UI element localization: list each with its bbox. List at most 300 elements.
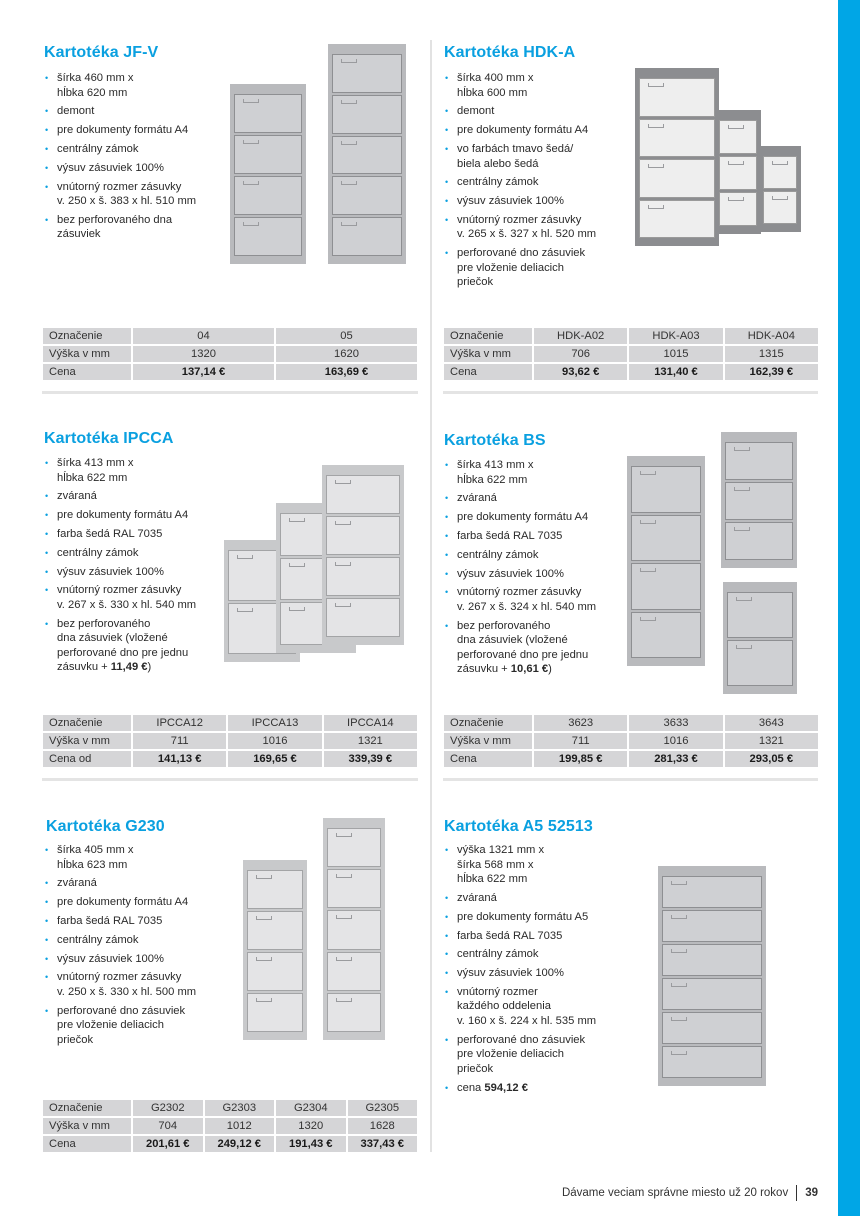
cell-height: 1628	[348, 1118, 418, 1134]
feature-item	[44, 914, 234, 929]
feature-item	[44, 876, 234, 891]
cell-height: 1015	[629, 346, 722, 362]
feature-item	[444, 510, 634, 525]
feature-item	[44, 843, 234, 872]
bullet-icon: •	[445, 214, 449, 225]
feature-item	[444, 246, 634, 290]
feature-price: 594,12 €	[484, 1081, 528, 1094]
column-divider	[430, 40, 432, 1152]
feature-item	[44, 617, 234, 675]
drawer	[725, 482, 793, 520]
feature-text: šírka 460 mm x hĺbka 620 mm	[57, 72, 134, 99]
feature-item	[444, 929, 634, 944]
bullet-icon: •	[445, 106, 449, 117]
feature-item	[444, 966, 634, 981]
row-price	[43, 1136, 417, 1152]
feature-item	[444, 548, 634, 563]
cabinet-3-drawer	[715, 110, 761, 234]
drawer	[631, 612, 701, 659]
bullet-icon: •	[45, 181, 49, 192]
drawer	[247, 993, 303, 1032]
row-divider	[42, 391, 418, 394]
bullet-icon: •	[445, 73, 449, 83]
feature-text: vnútorný rozmer každého oddelenia v. 160 x š. 224 x hl. 535 mm	[457, 985, 597, 1028]
feature-text: perforované dno zásuviek pre vloženie deliacich priečok	[457, 247, 586, 289]
drawer	[631, 466, 701, 513]
feature-list	[444, 71, 634, 294]
feature-list	[444, 843, 634, 1100]
cell-height: 1321	[725, 733, 818, 749]
product-image	[224, 465, 409, 665]
drawer	[327, 910, 381, 949]
row-label: Cena	[43, 364, 131, 380]
feature-item	[44, 71, 234, 100]
cell-price: 339,39 €	[324, 751, 417, 767]
feature-text: farba šedá RAL 7035	[57, 527, 163, 540]
row-label: Výška v mm	[43, 1118, 131, 1134]
row-designation	[444, 715, 818, 731]
feature-text: šírka 413 mm x hĺbka 622 mm	[457, 459, 534, 486]
drawer	[719, 156, 757, 190]
bullet-icon: •	[45, 528, 49, 539]
cell-height: 1321	[324, 733, 417, 749]
product-image	[625, 430, 805, 698]
row-price	[444, 751, 818, 767]
cabinet-3-drawer	[721, 432, 797, 568]
cabinet-4-drawer	[627, 456, 705, 666]
cabinet-2-drawer	[759, 146, 801, 232]
row-price	[444, 364, 818, 380]
drawer	[234, 217, 302, 256]
bullet-icon: •	[445, 493, 449, 504]
row-designation	[43, 715, 417, 731]
drawer	[719, 120, 757, 154]
cabinet-4-drawer	[243, 860, 307, 1040]
drawer	[725, 522, 793, 560]
row-label: Výška v mm	[444, 346, 532, 362]
row-label: Cena	[444, 751, 532, 767]
row-label: Označenie	[43, 1100, 131, 1116]
cell-code: 04	[133, 328, 274, 344]
bullet-icon: •	[445, 986, 449, 997]
feature-item	[444, 1081, 634, 1096]
bullet-icon: •	[45, 510, 49, 521]
spec-table	[41, 326, 419, 382]
feature-text: výsuv zásuviek 100%	[57, 952, 164, 965]
feature-item	[444, 910, 634, 925]
product-title: Kartotéka HDK-A	[444, 44, 576, 61]
row-label: Cena	[444, 364, 532, 380]
cell-height: 1012	[205, 1118, 275, 1134]
product-image	[635, 68, 805, 248]
bullet-icon: •	[45, 547, 49, 558]
drawer	[639, 200, 715, 239]
drawer	[247, 870, 303, 909]
drawer	[662, 1046, 762, 1078]
feature-text: výsuv zásuviek 100%	[457, 967, 564, 980]
feature-item	[44, 933, 234, 948]
cell-price: 293,05 €	[725, 751, 818, 767]
feature-text: vnútorný rozmer zásuvky v. 265 x š. 327 x hl. 520 mm	[457, 213, 597, 241]
feature-item	[444, 142, 634, 171]
bullet-icon: •	[445, 248, 449, 259]
feature-item	[44, 1004, 234, 1048]
cell-code: G2304	[276, 1100, 346, 1116]
feature-text: demont	[57, 105, 95, 118]
bullet-icon: •	[45, 953, 49, 964]
row-height	[43, 346, 417, 362]
drawer	[639, 159, 715, 198]
cell-code: 3633	[629, 715, 722, 731]
page-number: 39	[805, 1187, 818, 1199]
drawer	[662, 910, 762, 942]
bullet-icon: •	[45, 491, 49, 502]
feature-list	[44, 456, 234, 679]
drawer	[234, 135, 302, 174]
feature-item	[44, 456, 234, 485]
bullet-icon: •	[445, 1034, 449, 1045]
cell-height: 711	[133, 733, 226, 749]
feature-text: výsuv zásuviek 100%	[57, 565, 164, 578]
feature-text: demont	[457, 105, 495, 118]
cell-height: 1320	[276, 1118, 346, 1134]
cabinet-2-drawer	[723, 582, 797, 694]
feature-item	[44, 527, 234, 542]
feature-item	[44, 565, 234, 580]
feature-text: vo farbách tmavo šedá/ biela alebo šedá	[457, 142, 574, 170]
cell-price: 281,33 €	[629, 751, 722, 767]
feature-text: centrálny zámok	[457, 948, 539, 961]
product-title: Kartotéka BS	[444, 432, 546, 449]
feature-item	[444, 619, 634, 677]
feature-text: pre dokumenty formátu A4	[57, 896, 189, 909]
feature-list	[444, 458, 634, 681]
bullet-icon: •	[45, 915, 49, 926]
feature-item	[444, 194, 634, 209]
feature-text: centrálny zámok	[57, 142, 139, 155]
row-price	[43, 364, 417, 380]
bullet-icon: •	[45, 878, 49, 889]
footer-separator	[796, 1185, 797, 1201]
cell-code: 3623	[534, 715, 627, 731]
feature-text: vnútorný rozmer zásuvky v. 250 x š. 383 x hl. 510 mm	[57, 180, 197, 208]
drawer	[327, 952, 381, 991]
bullet-icon: •	[445, 177, 449, 188]
feature-text: vnútorný rozmer zásuvky v. 267 x š. 330 x hl. 540 mm	[57, 584, 197, 611]
feature-item	[44, 895, 234, 910]
bullet-icon: •	[445, 949, 449, 960]
cell-price: 137,14 €	[133, 364, 274, 380]
cell-code: 3643	[725, 715, 818, 731]
feature-price: 10,61 €	[510, 663, 549, 676]
cell-code: HDK-A02	[534, 328, 627, 344]
cell-code: IPCCA12	[133, 715, 226, 731]
bullet-icon: •	[445, 845, 449, 855]
cell-price: 201,61 €	[133, 1136, 203, 1152]
bullet-icon: •	[45, 458, 49, 468]
feature-item	[444, 175, 634, 190]
side-accent-bar	[838, 0, 860, 1216]
feature-text: bez perforovaného dna zásuviek (vložené perforované dno pre jednu zásuvku +	[457, 619, 589, 676]
feature-text: šírka 413 mm x hĺbka 622 mm	[57, 457, 134, 484]
feature-item	[44, 970, 234, 999]
row-label: Označenie	[43, 715, 131, 731]
bullet-icon: •	[45, 585, 49, 596]
feature-text-suffix: )	[147, 661, 152, 674]
drawer	[327, 993, 381, 1032]
cell-code: HDK-A04	[725, 328, 818, 344]
cell-height: 706	[534, 346, 627, 362]
feature-item	[44, 952, 234, 967]
bullet-icon: •	[445, 587, 449, 598]
cabinet-5-drawer	[328, 44, 406, 264]
feature-text: šírka 400 mm x hĺbka 600 mm	[457, 72, 534, 99]
product-title: Kartotéka IPCCA	[44, 430, 174, 447]
feature-item	[44, 161, 234, 176]
bullet-icon: •	[445, 125, 449, 136]
drawer	[326, 475, 400, 514]
cell-code: G2305	[348, 1100, 418, 1116]
spec-table	[41, 1098, 419, 1154]
feature-item	[444, 213, 634, 242]
feature-text: výsuv zásuviek 100%	[457, 567, 564, 580]
feature-item	[44, 123, 234, 138]
bullet-icon: •	[445, 568, 449, 579]
cell-code: IPCCA13	[228, 715, 321, 731]
cabinet-4-drawer	[635, 68, 719, 246]
feature-price: 11,49 €	[110, 661, 148, 674]
drawer	[631, 515, 701, 562]
feature-text: pre dokumenty formátu A4	[457, 124, 589, 137]
feature-item	[444, 123, 634, 138]
row-height	[444, 733, 818, 749]
bullet-icon: •	[445, 512, 449, 523]
row-height	[444, 346, 818, 362]
bullet-icon: •	[445, 1082, 449, 1093]
bullet-icon: •	[445, 892, 449, 903]
feature-item	[444, 458, 634, 487]
product-image	[658, 866, 768, 1088]
feature-text: vnútorný rozmer zásuvky v. 267 x š. 324 x hl. 540 mm	[457, 586, 597, 613]
row-label: Cena od	[43, 751, 131, 767]
feature-list	[44, 843, 234, 1052]
feature-text: pre dokumenty formátu A4	[57, 124, 189, 137]
bullet-icon: •	[45, 214, 49, 225]
bullet-icon: •	[45, 618, 49, 629]
bullet-icon: •	[45, 566, 49, 577]
feature-text: centrálny zámok	[57, 933, 139, 946]
bullet-icon: •	[45, 897, 49, 908]
row-price	[43, 751, 417, 767]
feature-text: vnútorný rozmer zásuvky v. 250 x š. 330 x hl. 500 mm	[57, 971, 197, 998]
drawer	[332, 217, 402, 256]
cell-price: 163,69 €	[276, 364, 417, 380]
cell-price: 337,43 €	[348, 1136, 418, 1152]
feature-text-suffix: )	[548, 663, 552, 676]
drawer	[332, 176, 402, 215]
feature-text: šírka 405 mm x hĺbka 623 mm	[57, 844, 134, 871]
feature-text: centrálny zámok	[57, 546, 139, 559]
feature-text: perforované dno zásuviek pre vloženie deliacich priečok	[457, 1033, 586, 1076]
footer-tagline: Dávame veciam správne miesto už 20 rokov	[561, 1187, 789, 1199]
row-divider	[443, 778, 818, 781]
product-title: Kartotéka A5 52513	[444, 818, 593, 835]
feature-item	[444, 985, 634, 1029]
drawer	[326, 557, 400, 596]
row-designation	[444, 328, 818, 344]
drawer	[662, 876, 762, 908]
feature-item	[444, 843, 634, 887]
drawer	[332, 54, 402, 93]
cell-height: 1320	[133, 346, 274, 362]
cabinet-4-drawer	[230, 84, 306, 264]
feature-item	[44, 489, 234, 504]
feature-text: zváraná	[457, 492, 497, 505]
row-divider	[443, 391, 818, 394]
cell-price: 141,13 €	[133, 751, 226, 767]
bullet-icon: •	[445, 968, 449, 979]
drawer	[326, 598, 400, 637]
row-label: Výška v mm	[43, 346, 131, 362]
feature-text: zváraná	[457, 891, 497, 904]
feature-item	[444, 71, 634, 100]
product-title: Kartotéka G230	[46, 818, 165, 835]
feature-item	[444, 947, 634, 962]
drawer	[727, 640, 793, 686]
cabinet-5-drawer	[323, 818, 385, 1040]
feature-text: výsuv zásuviek 100%	[57, 161, 164, 174]
spec-table	[442, 713, 820, 769]
feature-item	[444, 585, 634, 614]
drawer	[327, 869, 381, 908]
cell-height: 1315	[725, 346, 818, 362]
bullet-icon: •	[45, 125, 49, 136]
feature-text: výsuv zásuviek 100%	[457, 195, 564, 208]
drawer	[332, 95, 402, 134]
spec-table	[41, 713, 419, 769]
drawer	[639, 78, 715, 117]
feature-item	[44, 213, 234, 242]
spec-table	[442, 326, 820, 382]
feature-item	[444, 891, 634, 906]
bullet-icon: •	[45, 972, 49, 983]
cell-price: 93,62 €	[534, 364, 627, 380]
row-label: Označenie	[444, 715, 532, 731]
cell-code: 05	[276, 328, 417, 344]
drawer	[639, 119, 715, 158]
feature-item	[444, 491, 634, 506]
bullet-icon: •	[445, 549, 449, 560]
row-designation	[43, 328, 417, 344]
cell-code: G2303	[205, 1100, 275, 1116]
drawer	[662, 1012, 762, 1044]
drawer	[763, 191, 797, 224]
page-footer	[562, 1185, 818, 1201]
cell-price: 131,40 €	[629, 364, 722, 380]
feature-item	[44, 508, 234, 523]
drawer	[631, 563, 701, 610]
drawer	[332, 136, 402, 175]
feature-item	[444, 529, 634, 544]
row-divider	[42, 778, 418, 781]
feature-text: farba šedá RAL 7035	[457, 929, 563, 942]
drawer	[234, 176, 302, 215]
bullet-icon: •	[445, 911, 449, 922]
cell-price: 249,12 €	[205, 1136, 275, 1152]
feature-item	[44, 583, 234, 612]
feature-text: farba šedá RAL 7035	[457, 529, 563, 542]
row-label: Výška v mm	[43, 733, 131, 749]
drawer	[234, 94, 302, 133]
drawer	[326, 516, 400, 555]
drawer	[725, 442, 793, 480]
feature-text: bez perforovaného dna zásuviek	[57, 213, 173, 241]
feature-text: pre dokumenty formátu A4	[457, 511, 589, 524]
cell-price: 199,85 €	[534, 751, 627, 767]
bullet-icon: •	[445, 460, 449, 470]
row-height	[43, 733, 417, 749]
row-label: Cena	[43, 1136, 131, 1152]
cell-height: 704	[133, 1118, 203, 1134]
bullet-icon: •	[445, 143, 449, 154]
feature-item	[44, 104, 234, 119]
bullet-icon: •	[45, 143, 49, 154]
feature-text: cena	[457, 1081, 485, 1094]
drawer	[727, 592, 793, 638]
cell-price: 169,65 €	[228, 751, 321, 767]
feature-text: perforované dno zásuviek pre vloženie deliacich priečok	[57, 1004, 186, 1046]
feature-item	[44, 180, 234, 209]
row-label: Označenie	[444, 328, 532, 344]
bullet-icon: •	[445, 530, 449, 541]
drawer	[247, 911, 303, 950]
feature-text: pre dokumenty formátu A4	[57, 509, 189, 522]
drawer	[719, 192, 757, 226]
feature-list	[44, 71, 234, 246]
feature-text: zváraná	[57, 877, 97, 890]
feature-text: bez perforovaného dna zásuviek (vložené perforované dno pre jednu zásuvku +	[57, 617, 189, 674]
feature-item	[444, 1033, 634, 1077]
bullet-icon: •	[45, 934, 49, 945]
feature-item	[44, 546, 234, 561]
bullet-icon: •	[445, 196, 449, 207]
drawer	[327, 828, 381, 867]
cell-height: 711	[534, 733, 627, 749]
row-label: Označenie	[43, 328, 131, 344]
cell-height: 1016	[228, 733, 321, 749]
bullet-icon: •	[445, 620, 449, 631]
bullet-icon: •	[45, 845, 49, 855]
row-designation	[43, 1100, 417, 1116]
bullet-icon: •	[45, 162, 49, 173]
cell-code: HDK-A03	[629, 328, 722, 344]
product-title: Kartotéka JF-V	[44, 44, 159, 61]
feature-text: centrálny zámok	[457, 176, 539, 189]
product-image	[243, 818, 388, 1040]
cell-code: G2302	[133, 1100, 203, 1116]
bullet-icon: •	[45, 73, 49, 83]
feature-item	[444, 567, 634, 582]
drawer	[662, 978, 762, 1010]
cell-price: 162,39 €	[725, 364, 818, 380]
drawer	[763, 156, 797, 189]
bullet-icon: •	[445, 930, 449, 941]
drawer	[662, 944, 762, 976]
cabinet-4-drawer	[322, 465, 404, 645]
feature-text: centrálny zámok	[457, 548, 539, 561]
drawer	[247, 952, 303, 991]
cell-price: 191,43 €	[276, 1136, 346, 1152]
